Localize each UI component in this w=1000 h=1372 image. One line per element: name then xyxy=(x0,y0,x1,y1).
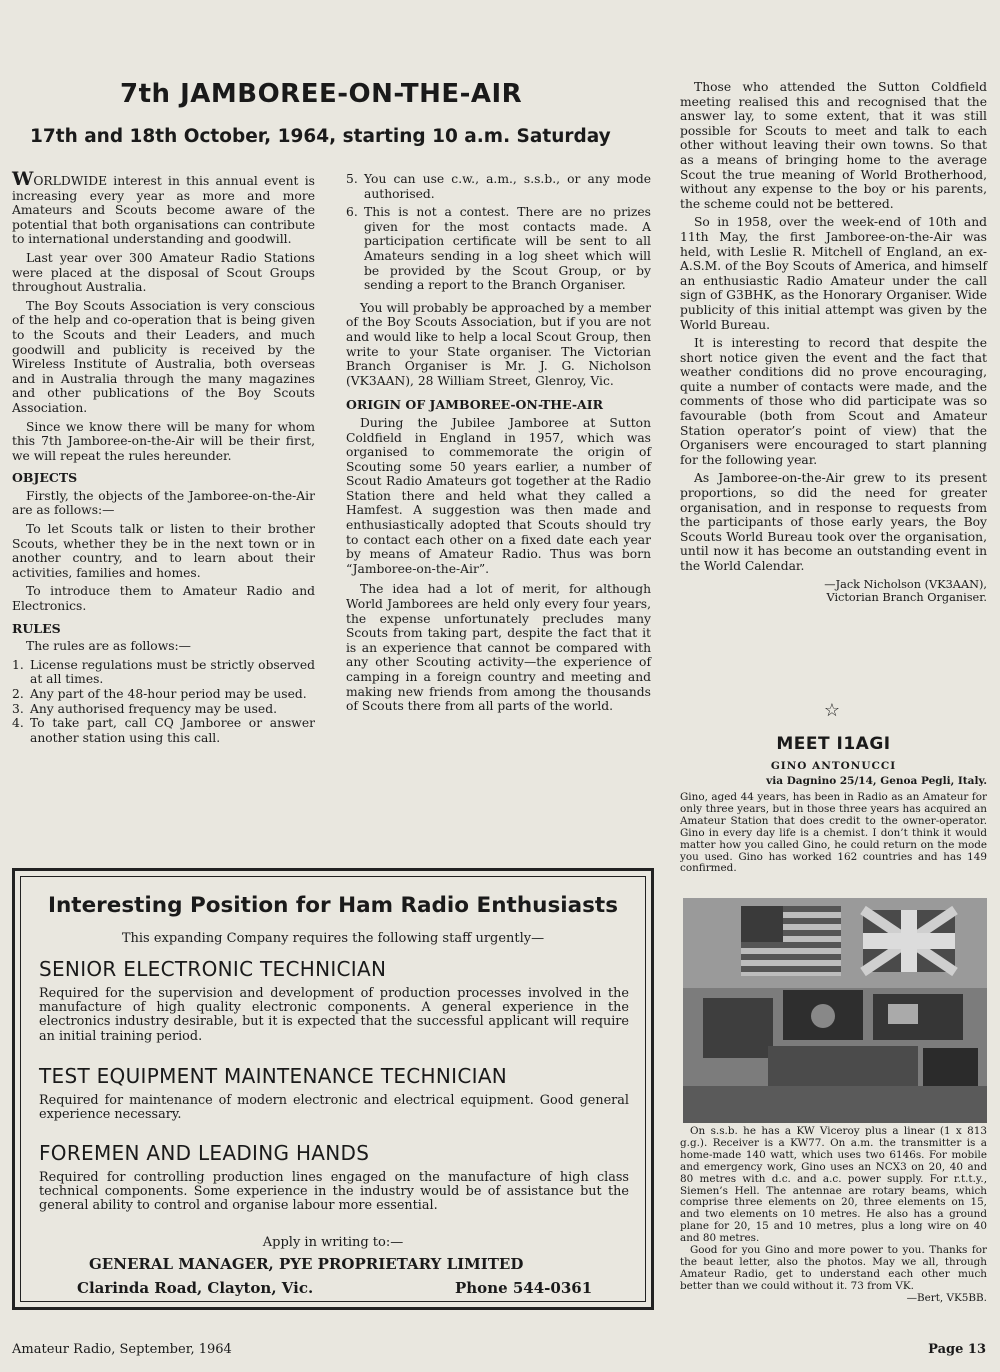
contact-address: Clarinda Road, Clayton, Vic. xyxy=(77,1279,314,1297)
contact-phone: Phone 544-0361 xyxy=(455,1279,593,1297)
col1-para-7: To introduce them to Amateur Radio and Electronics. xyxy=(12,584,315,614)
list-item: 2. Any part of the 48-hour period may be used. xyxy=(12,687,307,701)
col2-para-1: You will probably be approached by a member of the Boy Scouts Association, but if you are not and would like to help a local Scout Group, then write to your State organiser. The Victorian Branch Organiser is Mr. J. G. Nicholson (VK3AAN), 28 William Street, Glenroy, Vic. xyxy=(346,300,651,388)
rules-list-1 xyxy=(12,658,315,746)
objects-heading: OBJECTS xyxy=(12,470,78,486)
meet-para-2: On s.s.b. he has a KW Viceroy plus a linear (1 x 813 g.g.). Receiver is a KW77. On a.m. the transmitter is a home-made 140 watt, which uses two 6146s. For mobile and emergency work, Gino uses an NCX3 on 20, 40 and 80 metres with d.c. and a.c. power supply. For r.t.t.y., Siemen’s Hell. The antennae are rotary beams, which comprise three elements on 20, three elements on 15, and two elements on 10 metres. He also has a ground plane for 20, 15 and 10 metres, plus a long wire on 40 and 80 metres. xyxy=(680,1125,987,1245)
uk-flag-icon xyxy=(863,910,955,972)
footer-page-number: Page 13 xyxy=(928,1342,986,1357)
job-advertisement xyxy=(12,868,654,1310)
col1-para-3: The Boy Scouts Association is very conscious of the help and co-operation that is being given to the Scouts and their Leaders, and much goodwill and publicity is received by the Wireless Institute of Australia, both overseas and in Australia through the many magazines and other publications of the Boy Scouts Association. xyxy=(12,298,315,415)
station-photo xyxy=(683,898,987,1123)
col1-para-1: ORLDWIDE interest in this annual event is increasing every year as more and more Amateurs and Scouts become aware of the potential that both organisations can contribute to international understanding and goodwill. xyxy=(12,174,315,247)
col2-para-2: During the Jubilee Jamboree at Sutton Coldfield in England in 1957, which was organised to commemorate the origin of Scouting some 50 years earlier, a number of Scout Radio Amateurs got together at the Radio Station there and held what they called a Hamfest. A suggestion was then made and enthusiastically adopted that Scouts should try to contact each other on a fixed date each year by means of Amateur Radio. Thus was born “Jamboree-on-the-Air”. xyxy=(346,415,651,576)
ad-title: Interesting Position for Ham Radio Enthusiasts xyxy=(48,893,618,918)
meet-para-1: Gino, aged 44 years, has been in Radio as an Amateur for only three years, but in those three years has acquired an Amateur Station that does credit to the owner-operator. Gino in every day life is a chemist. I don’t think it would matter how you called Gino, he could return on the mode you used. Gino has worked 162 countries and has 149 confirmed. xyxy=(680,791,987,875)
list-item: 6. This is not a contest. There are no prizes given for the most contacts made. A participation certificate will be sent to all Amateurs sending in a log sheet which will be provided by the Scout Group, or by sending a report to the Branch Organiser. xyxy=(346,205,651,293)
col1-para-8: The rules are as follows:— xyxy=(26,639,191,654)
article-title: 7th JAMBOREE-ON-THE-AIR xyxy=(120,79,523,109)
meet-name: GINO ANTONUCCI xyxy=(770,760,897,772)
job-text-1: Required for the supervision and development of production processes involved in the manufacture of high quality electronic components. A general experience in the electronics industry desirable, but it is expected that the successful applicant will require an initial training period. xyxy=(39,986,629,1044)
job-text-3: Required for controlling production lines engaged on the manufacture of high class technical components. Some experience in the industry would be of assistance but the general ability to control and organise labour more essential. xyxy=(39,1170,629,1214)
col3-para-4: As Jamboree-on-the-Air grew to its present proportions, so did the need for greater organisation, and in response to requests from the participants of those early years, the Boy Scouts World Bureau took over the organisation, until now it has become an outstanding event in the World Calendar. xyxy=(680,471,987,573)
star-icon: ☆ xyxy=(823,700,841,721)
meet-address: via Dagnino 25/14, Genoa Pegli, Italy. xyxy=(766,775,987,787)
author-signature: —Jack Nicholson (VK3AAN), Victorian Branch Organiser. xyxy=(824,577,987,604)
col1-para-4: Since we know there will be many for whom this 7th Jamboree-on-the-Air will be their first, we will repeat the rules hereunder. xyxy=(12,419,315,463)
list-item: 5. You can use c.w., a.m., s.s.b., or any mode authorised. xyxy=(346,172,651,201)
col3-para-2: So in 1958, over the week-end of 10th and 11th May, the first Jamboree-on-the-Air was held, with Leslie R. Mitchell of England, an ex-A.S.M. of the Boy Scouts of America, and himself an enthusiastic Radio Amateur under the call sign of G3BHK, as the Honorary Organiser. Wide publicity of this initial attempt was given by the World Bureau. xyxy=(680,215,987,332)
job-text-2: Required for maintenance of modern electronic and electrical equipment. Good general experience necessary. xyxy=(39,1093,629,1123)
meet-signature: —Bert, VK5BB. xyxy=(906,1291,987,1304)
apply-text: Apply in writing to:— xyxy=(262,1235,404,1250)
origin-heading: ORIGIN OF JAMBOREE-ON-THE-AIR xyxy=(346,397,603,413)
col1-para-5: Firstly, the objects of the Jamboree-on-the-Air are as follows:— xyxy=(12,488,315,518)
meet-title: MEET I1AGI xyxy=(776,734,891,754)
column-2 xyxy=(346,172,651,718)
station-photo-illustration xyxy=(683,898,987,1123)
meet-para-2-and-3 xyxy=(680,1126,987,1305)
column-1 xyxy=(12,168,315,749)
col3-para-3: It is interesting to record that despite the short notice given the event and the fact that weather conditions did no prove encouraging, quite a number of contacts were made, and the comments of those who did participate was so favourable (both from Scout and Amateur Station operator’s point of view) that the Organisers were encouraged to start planning for the following year. xyxy=(680,336,987,467)
list-item: 1. License regulations must be strictly observed at all times. xyxy=(12,657,315,687)
job-title-3: FOREMEN AND LEADING HANDS xyxy=(39,1141,370,1165)
job-title-2: TEST EQUIPMENT MAINTENANCE TECHNICIAN xyxy=(39,1064,508,1088)
rules-list-2 xyxy=(346,172,651,293)
col1-para-2: Last year over 300 Amateur Radio Stations were placed at the disposal of Scout Groups throughout Australia. xyxy=(12,250,315,295)
list-item: 3. Any authorised frequency may be used. xyxy=(12,701,277,716)
col2-para-3: The idea had a lot of merit, for although World Jamborees are held only every four years, the expense unfortunately precludes many Scouts from taking part, despite the fact that it is an experience that cannot be compared with any other Scouting activity—the experience of camping in a foreign country and meeting and making new friends from among the thousands of Scouts there from all parts of the world. xyxy=(346,582,651,714)
us-flag-icon xyxy=(741,906,841,976)
job-title-1: SENIOR ELECTRONIC TECHNICIAN xyxy=(39,957,387,981)
list-item: 4. To take part, call CQ Jamboree or answer another station using this call. xyxy=(12,716,315,745)
rules-heading: RULES xyxy=(12,620,61,636)
col1-para-6: To let Scouts talk or listen to their brother Scouts, whether they be in the next town or in another country, and to learn about their activities, families and homes. xyxy=(12,522,315,580)
footer-publication: Amateur Radio, September, 1964 xyxy=(12,1342,232,1357)
column-3 xyxy=(680,80,987,604)
drop-cap: W xyxy=(12,168,34,190)
article-subtitle: 17th and 18th October, 1964, starting 10 a.m. Saturday xyxy=(30,126,611,147)
col3-para-1: Those who attended the Sutton Coldfield meeting realised this and recognised that the answer lay, to some extent, that it was still possible for Scouts to meet and talk to each other without leaving their own towns. So that as a means of bringing home to the average Scout the true meaning of World Brotherhood, without any expense to the boy or his parents, the scheme could not be bettered. xyxy=(680,80,987,211)
contact-name: GENERAL MANAGER, PYE PROPRIETARY LIMITED xyxy=(89,1255,524,1273)
meet-para-3: Good for you Gino and more power to you. Thanks for the beaut letter, also the photos. May we all, through Amateur Radio, get to understand each other much better than we could without it. 73 from VK. xyxy=(680,1244,987,1292)
ad-lead: This expanding Company requires the following staff urgently— xyxy=(121,931,545,946)
